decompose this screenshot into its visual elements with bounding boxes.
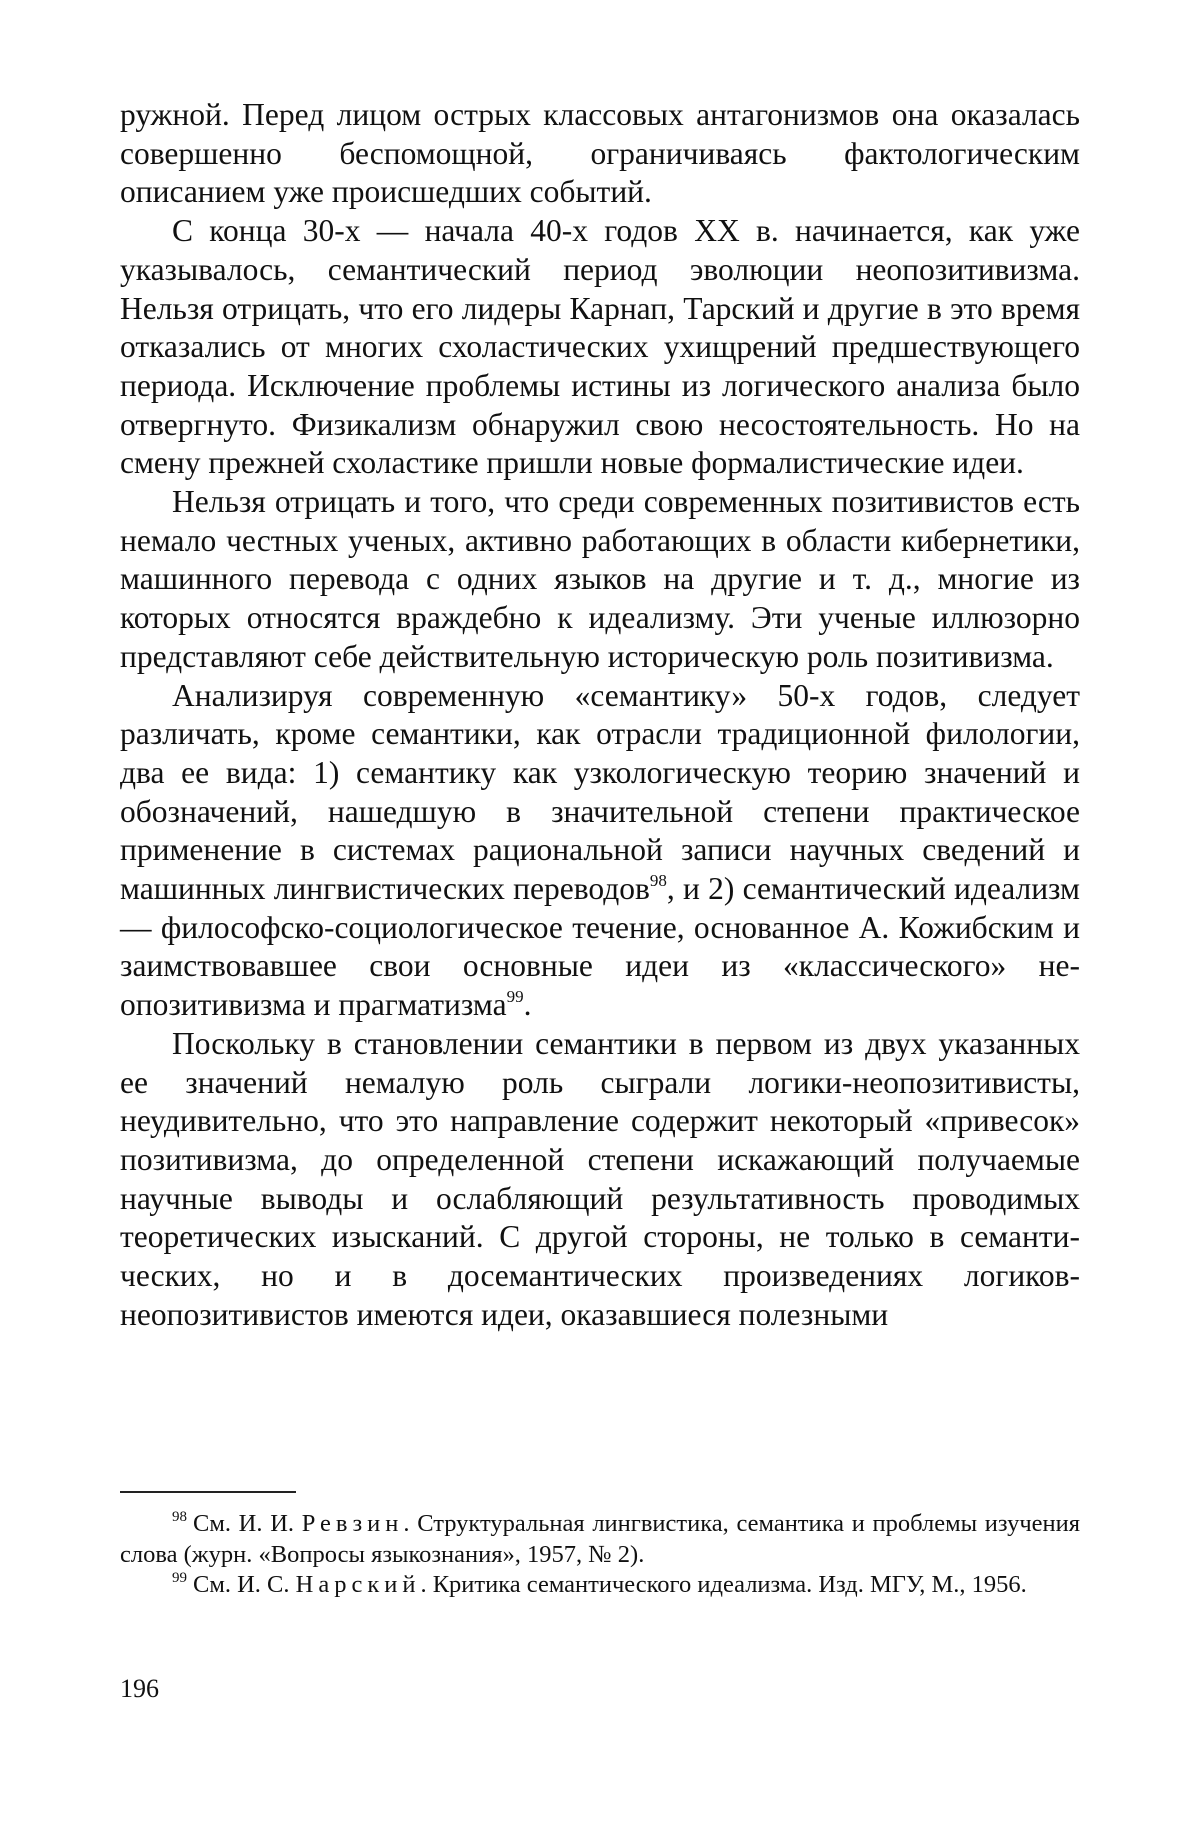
paragraph-1: ружной. Перед лицом острых классовых антагонизмов она оказалась совершенно беспомощной, ограничиваясь фактологическим описанием уже происшедших событий. [120,97,1080,210]
paragraph-3: Нельзя отрицать и того, что среди современных позитивистов есть немало честных ученых, активно работающих в области кибернетики, машинного перевода с одних языков на другие и т. д., многие из которых относятся враждебно к идеализму. Эти ученые иллюзорно представляют себе действительную историческую роль позитивизма. [120,484,1080,674]
footnote-98-author: Ревзин [301,1510,404,1537]
footnote-ref-99: 99 [506,987,524,1007]
page-body [120,96,1080,1335]
main-text [120,96,1080,1335]
footnote-99-prefix: См. И. С. [193,1571,296,1598]
footnote-98-prefix: См. И. И. [193,1510,302,1537]
footnotes [120,1509,1080,1601]
paragraph-4-part-3: . [523,987,532,1023]
footnote-99 [120,1570,1080,1601]
footnote-separator [120,1491,296,1493]
footnote-98 [120,1509,1080,1570]
footnote-98-text: . Структуральная лингвистика, семантика и проблемы изучения слова (журн. «Вопросы языкознания», 1957, № 2). [120,1510,1081,1568]
paragraph-4-part-1: Анализируя современную «семантику» 50-х годов, следует различать, кроме семантики, как отрасли традиционной филологии, два ее вида: 1) семантику как узкологическую теорию значений и обозначений, нашедшую в значительной степени практическое применение в системах рациональной записи научных сведений и машинных лингвистических переводов [120,677,1080,907]
paragraph-4-part-2: , и 2) семантический идеализм — философско-социологическое течение, основанное А. Кожибским и заимствовавшее свои основные идеи из «классического» неопозитивизма и прагматизма [120,871,1080,1023]
page-number: 196 [120,1674,159,1703]
paragraph-5: Поскольку в становлении семантики в первом из двух указанных ее значений немалую роль сыграли логики-неопозитивисты, неудивительно, что это направление содержит некоторый «привесок» позитивизма, до определенной степени искажающий получаемые научные выводы и ослабляющий результативность проводимых теоретических изысканий. С другой стороны, не только в семантических, но и в досемантических произведениях логиков-неопозитивистов имеются идеи, оказавшиеся полезными [120,1025,1080,1332]
paragraph-2: С конца 30-х — начала 40-х годов XX в. начинается, как уже указывалось, семантический период эволюции неопозитивизма. Нельзя отрицать, что его лидеры Карнап, Тарский и другие в это время отказались от многих схоластических ухищрений предшествующего периода. Исключение проблемы истины из логического анализа было отвергнуто. Физикализм обнаружил свою несостоятельность. Но на смену прежней схоластике пришли новые формалистические идеи. [120,213,1080,481]
footnote-mark-98: 98 [172,1509,187,1525]
footnote-mark-99: 99 [172,1570,187,1586]
footnote-99-text: . Критика семантического идеализма. Изд. МГУ, М., 1956. [420,1571,1027,1598]
footnote-99-author: Нарский [295,1571,421,1598]
paragraph-4 [120,677,1080,1025]
footnote-ref-98: 98 [649,871,667,891]
